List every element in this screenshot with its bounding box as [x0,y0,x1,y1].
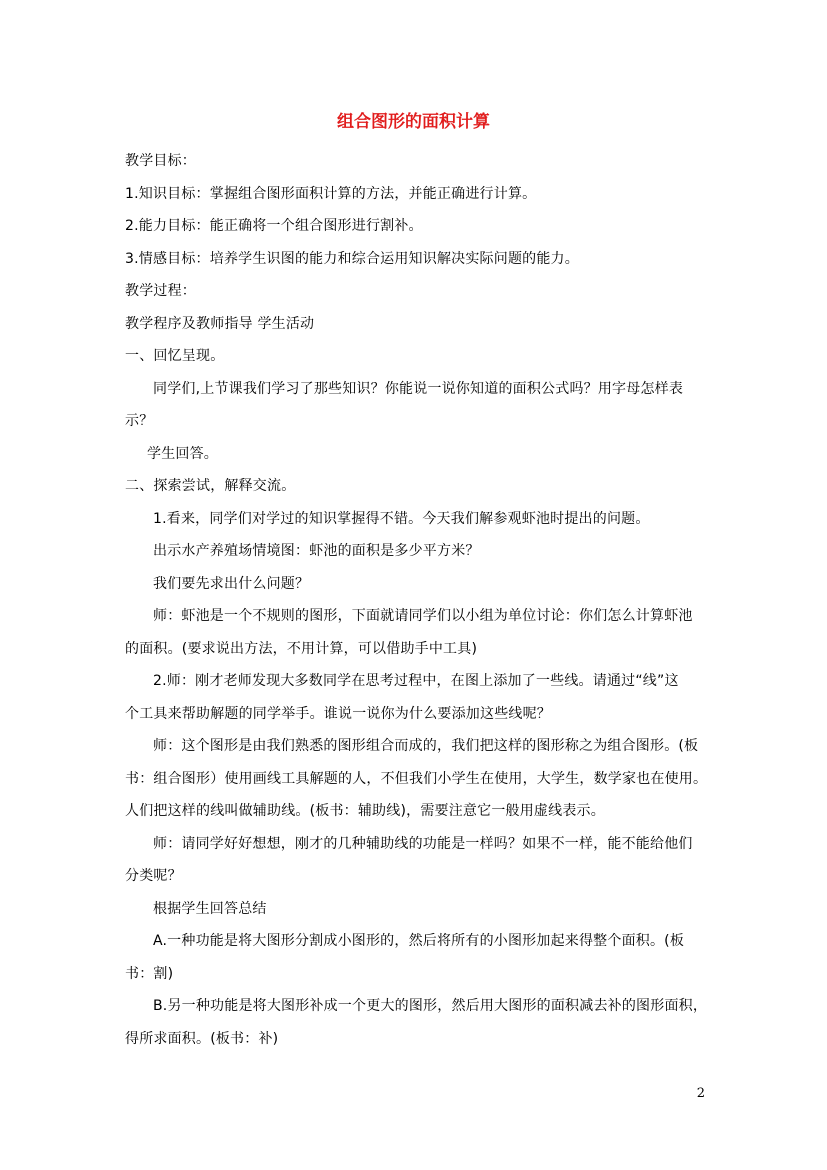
text-line: 得所求面积。(板书：补) [125,1031,279,1047]
text-line: 教学程序及教师指导 学生活动 [125,316,315,332]
text-line: 示？ [125,413,154,429]
text-line: 2.能力目标：能正确将一个组合图形进行割补。 [125,218,423,234]
text-line: 同学们,上节课我们学习了那些知识？你能说一说你知道的面积公式吗？用字母怎样表 [153,381,684,397]
text-line: 师：请同学好好想想，刚才的几种辅助线的功能是一样吗？如果不一样，能不能给他们 [153,836,693,852]
text-line: 书：组合图形）使用画线工具解题的人，不但我们小学生在使用，大学生，数学家也在使用。 [125,771,708,787]
text-line: 3.情感目标：培养学生识图的能力和综合运用知识解决实际问题的能力。 [125,251,579,267]
text-line: 书：割) [125,966,174,982]
text-line: 我们要先求出什么问题？ [153,576,310,592]
text-line: 师：虾池是一个不规则的图形，下面就请同学们以小组为单位讨论：你们怎么计算虾池 [153,608,693,624]
document-title: 组合图形的面积计算 [337,112,490,132]
text-line: 学生回答。 [147,446,218,462]
text-line: 个工具来帮助解题的同学举手。谁说一说你为什么要添加这些线呢？ [125,706,551,722]
text-line: 一、回忆呈现。 [125,348,225,364]
text-line: 师：这个图形是由我们熟悉的图形组合而成的，我们把这样的图形称之为组合图形。(板 [153,738,699,754]
text-line: 教学目标： [125,153,196,169]
text-line: 根据学生回答总结 [153,901,267,917]
page-number: 2 [696,1086,705,1101]
text-line: 1.知识目标：掌握组合图形面积计算的方法，并能正确进行计算。 [125,186,537,202]
text-line: A.一种功能是将大图形分割成小图形的，然后将所有的小图形加起来得整个面积。(板 [153,933,685,949]
text-line: 分类呢？ [125,868,182,884]
text-line: 1.看来，同学们对学过的知识掌握得不错。今天我们解参观虾池时提出的问题。 [153,511,650,527]
text-line: 教学过程： [125,283,196,299]
text-line: B.另一种功能是将大图形补成一个更大的图形，然后用大图形的面积减去补的图形面积， [153,998,708,1014]
text-line: 2.师：刚才老师发现大多数同学在思考过程中，在图上添加了一些线。请通过“线”这 [153,673,679,689]
text-line: 二、探索尝试，解释交流。 [125,478,296,494]
text-line: 出示水产养殖场情境图：虾池的面积是多少平方米？ [153,543,480,559]
text-line: 人们把这样的线叫做辅助线。(板书：辅助线)，需要注意它一般用虚线表示。 [125,803,605,819]
text-line: 的面积。(要求说出方法，不用计算，可以借助手中工具) [125,641,478,657]
